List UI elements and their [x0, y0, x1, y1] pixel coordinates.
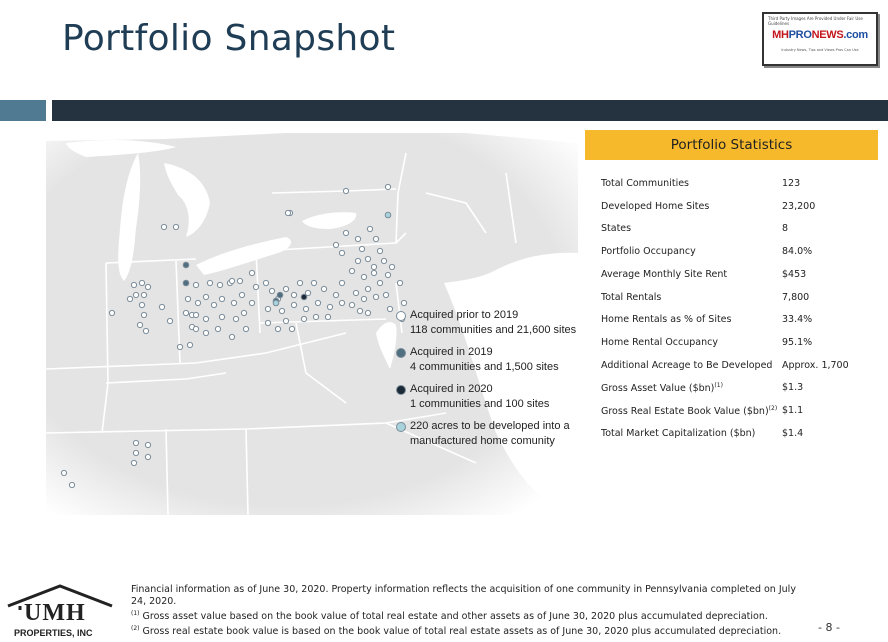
mhpronews-watermark-logo	[762, 12, 878, 66]
footnote-main-continued: 24, 2020.	[131, 596, 177, 607]
footnote-main: Financial information as of June 30, 2020. Property information reflects the acquisition of one community in Pennsylvania completed on July	[131, 584, 796, 595]
footnote-1: $^{(1)}$ Gross asset value based on the book value of total real estate and other assets as of June 30, 2020 plus accumulated depreciation.	[131, 610, 768, 623]
header-accent-bar	[0, 100, 46, 121]
stat-row: States 8	[601, 223, 789, 235]
legend-marker	[396, 311, 406, 321]
stat-row: Developed Home Sites 23,200	[601, 200, 816, 212]
header-divider-bar	[52, 100, 888, 121]
acquired-2020-markers	[301, 294, 307, 300]
stat-row: Total Rentals 7,800	[601, 291, 810, 303]
stat-row: Additional Acreage to Be Developed Approx. 1,700	[601, 359, 849, 371]
legend-marker	[396, 422, 406, 432]
stat-row: Home Rentals as % of Sites 33.4%	[601, 314, 813, 326]
stat-row: Gross Asset Value ($bn)$^{(1)}$ $1.3	[601, 382, 804, 395]
company-logo-subtitle: PROPERTIES, INC	[14, 628, 93, 638]
stat-row: Total Communities 123	[601, 178, 801, 189]
footnote-2: $^{(2)}$ Gross real estate book value is based on the book value of total real estate assets as of June 30, 2020 plus accumulated depreciation.	[131, 625, 782, 638]
legend-marker	[396, 348, 406, 358]
watermark-brand: MHPRONEWS.com	[772, 29, 868, 41]
stat-row: Home Rental Occupancy 95.1%	[601, 336, 813, 348]
stat-row: Average Monthly Site Rent $453	[601, 268, 807, 280]
stat-row: Portfolio Occupancy 84.0%	[601, 246, 813, 258]
watermark-tagline: Industry News, Tips and Views Pros Can Use	[781, 48, 859, 52]
portfolio-statistics-header: Portfolio Statistics	[585, 130, 878, 160]
stat-row: Total Market Capitalization ($bn) $1.4	[601, 427, 804, 439]
page-number: - 8 -	[818, 621, 840, 634]
company-logo-name: UMH	[24, 600, 86, 626]
slide-title: Portfolio Snapshot	[62, 18, 396, 59]
stat-row: Gross Real Estate Book Value ($bn)$^{(2)}$ $1.1	[601, 405, 804, 418]
footnotes	[131, 584, 831, 638]
legend-marker	[396, 385, 406, 395]
watermark-top-text: Third Party Images Are Provided Under Fair Use Guidelines	[768, 16, 863, 26]
